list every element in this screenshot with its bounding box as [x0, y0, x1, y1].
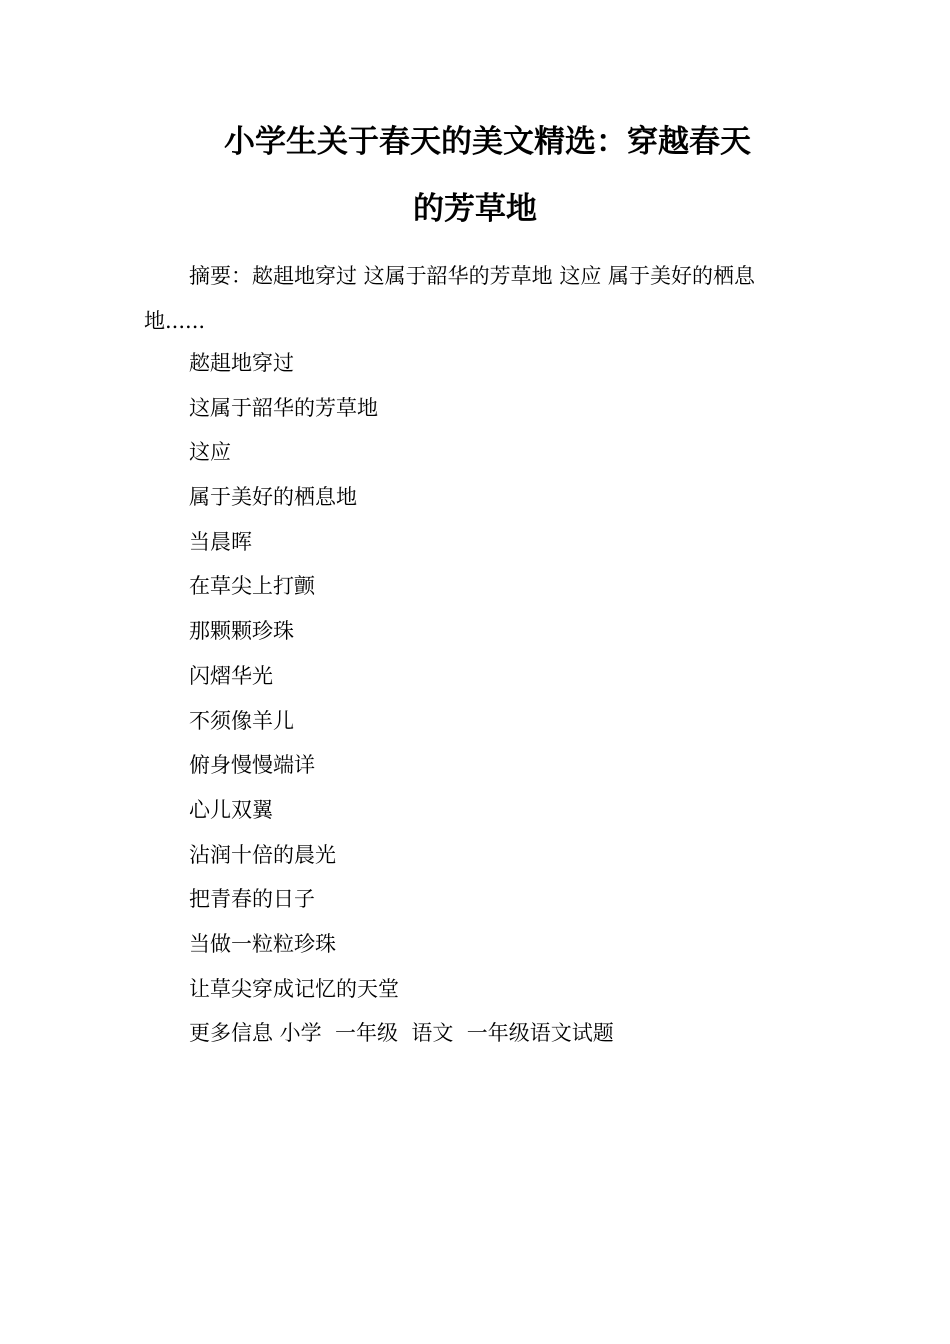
- document-title-line-1: 小学生关于春天的美文精选：穿越春天: [224, 124, 751, 160]
- poem-line: 当做一粒粒珍珠: [189, 931, 336, 956]
- poem-line: 心儿双翼: [189, 797, 273, 822]
- poem-line: 俯身慢慢端详: [189, 753, 315, 778]
- poem-line: 这应: [189, 440, 231, 465]
- poem-line: 这属于韶华的芳草地: [189, 395, 378, 420]
- poem-line: 不须像羊儿: [189, 708, 294, 733]
- document-title-line-2: 的芳草地: [413, 191, 537, 227]
- more-info-line: 更多信息 小学 一年级 语文 一年级语文试题: [189, 1021, 614, 1046]
- poem-line: 沾润十倍的晨光: [189, 842, 336, 867]
- poem-line: 属于美好的栖息地: [189, 485, 357, 510]
- poem-line: 闪熠华光: [189, 663, 273, 688]
- poem-line: 那颗颗珍珠: [189, 619, 294, 644]
- poem-line: 让草尖穿成记忆的天堂: [189, 976, 399, 1001]
- poem-lines: [189, 345, 614, 1060]
- poem-line: 在草尖上打颤: [189, 574, 315, 599]
- poem-line: 把青春的日子: [189, 887, 315, 912]
- poem-line: 趑趄地穿过: [189, 351, 294, 375]
- abstract-line-2: 地......: [144, 309, 206, 333]
- abstract-paragraph: [144, 254, 812, 344]
- poem-line: 当晨晖: [189, 529, 252, 554]
- abstract-line-1: 摘要：趑趄地穿过 这属于韶华的芳草地 这应 属于美好的栖息: [189, 264, 756, 288]
